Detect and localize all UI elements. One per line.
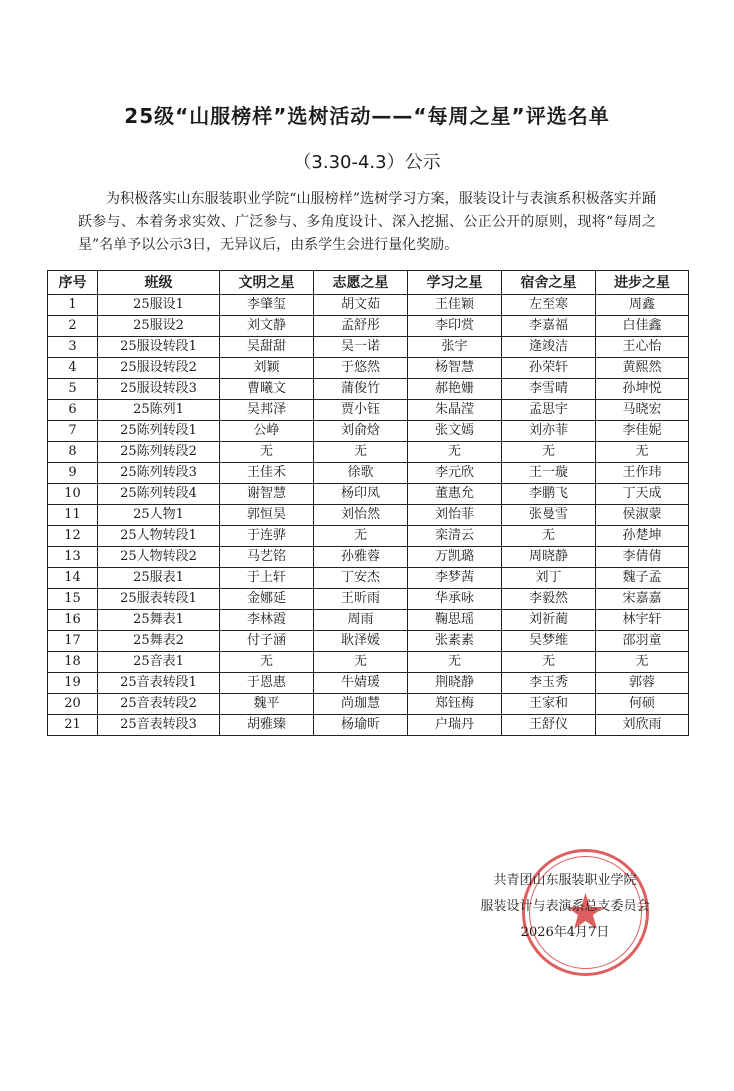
table-cell: 无 <box>596 652 689 673</box>
page-subtitle: （3.30-4.3）公示 <box>293 152 441 173</box>
table-cell: 25陈列转段1 <box>98 421 220 442</box>
table-cell: 丁安杰 <box>314 568 408 589</box>
table-cell: 无 <box>502 652 596 673</box>
table-cell: 25人物1 <box>98 505 220 526</box>
table-cell: 张曼雪 <box>502 505 596 526</box>
table-cell: 逄竣洁 <box>502 337 596 358</box>
sign-date: 2026年4月7日 <box>520 925 610 940</box>
table-cell: 华承咏 <box>408 589 502 610</box>
table-cell: 2 <box>48 316 98 337</box>
table-cell: 蒲俊竹 <box>314 379 408 400</box>
table-row <box>48 694 689 715</box>
table-cell: 吴梦维 <box>502 631 596 652</box>
table-cell: 王佳禾 <box>220 463 314 484</box>
table-cell: 王一璇 <box>502 463 596 484</box>
table-cell: 宋嘉嘉 <box>596 589 689 610</box>
table-cell: 张素素 <box>408 631 502 652</box>
table-cell: 17 <box>48 631 98 652</box>
table-cell: 周鑫 <box>596 295 689 316</box>
table-cell: 黄熙然 <box>596 358 689 379</box>
table-cell: 25服设转段2 <box>98 358 220 379</box>
table-cell: 李佳妮 <box>596 421 689 442</box>
table-cell: 李肇玺 <box>220 295 314 316</box>
table-cell: 牛婧瑗 <box>314 673 408 694</box>
table-cell: 孙楚坤 <box>596 526 689 547</box>
table-cell: 李雪晴 <box>502 379 596 400</box>
table-cell: 周晓静 <box>502 547 596 568</box>
table-cell: 郑钰梅 <box>408 694 502 715</box>
table-cell: 栾清云 <box>408 526 502 547</box>
table-cell: 马艺铭 <box>220 547 314 568</box>
table-cell: 户瑞丹 <box>408 715 502 736</box>
table-cell: 曹曦文 <box>220 379 314 400</box>
table-row <box>48 526 689 547</box>
table-cell: 刘欣雨 <box>596 715 689 736</box>
table-cell: 于悠然 <box>314 358 408 379</box>
table-header-cell: 宿舍之星 <box>502 271 596 295</box>
org-line-1: 共青团山东服装职业学院 <box>493 873 637 888</box>
page-title: 25级“山服榜样”选树活动——“每周之星”评选名单 <box>124 104 610 128</box>
table-cell: 万凯璐 <box>408 547 502 568</box>
table-cell: 11 <box>48 505 98 526</box>
table-cell: 4 <box>48 358 98 379</box>
table-row <box>48 463 689 484</box>
table-cell: 于恩惠 <box>220 673 314 694</box>
table-cell: 付子涵 <box>220 631 314 652</box>
table-cell: 张文嫣 <box>408 421 502 442</box>
table-row <box>48 589 689 610</box>
table-row <box>48 568 689 589</box>
stars-table <box>47 270 689 736</box>
table-cell: 25服表转段1 <box>98 589 220 610</box>
table-cell: 25陈列转段2 <box>98 442 220 463</box>
table-row <box>48 652 689 673</box>
table-cell: 25音表1 <box>98 652 220 673</box>
table-cell: 25服设转段3 <box>98 379 220 400</box>
table-cell: 刘文静 <box>220 316 314 337</box>
table-cell: 21 <box>48 715 98 736</box>
table-cell: 刘俞焓 <box>314 421 408 442</box>
table-cell: 于上轩 <box>220 568 314 589</box>
table-cell: 无 <box>502 442 596 463</box>
table-cell: 18 <box>48 652 98 673</box>
table-cell: 10 <box>48 484 98 505</box>
table-cell: 无 <box>220 442 314 463</box>
table-body <box>48 295 689 736</box>
table-cell: 胡雅臻 <box>220 715 314 736</box>
table-cell: 7 <box>48 421 98 442</box>
table-row <box>48 295 689 316</box>
table-row <box>48 316 689 337</box>
table-cell: 无 <box>314 526 408 547</box>
table-cell: 刘怡然 <box>314 505 408 526</box>
table-cell: 刘亦菲 <box>502 421 596 442</box>
table-cell: 孟思宇 <box>502 400 596 421</box>
table-cell: 13 <box>48 547 98 568</box>
table-cell: 李嘉福 <box>502 316 596 337</box>
table-cell: 于连骅 <box>220 526 314 547</box>
table-cell: 杨瑜昕 <box>314 715 408 736</box>
table-cell: 15 <box>48 589 98 610</box>
table-cell: 25舞表1 <box>98 610 220 631</box>
table-cell: 1 <box>48 295 98 316</box>
table-cell: 无 <box>314 652 408 673</box>
table-cell: 25陈列转段3 <box>98 463 220 484</box>
table-cell: 谢智慧 <box>220 484 314 505</box>
table-cell: 左至寒 <box>502 295 596 316</box>
table-cell: 25舞表2 <box>98 631 220 652</box>
table-cell: 王家和 <box>502 694 596 715</box>
table-row <box>48 400 689 421</box>
table-row <box>48 379 689 400</box>
org-line-2: 服装设计与表演系总支委员会 <box>480 899 650 914</box>
table-row <box>48 505 689 526</box>
table-cell: 杨印凤 <box>314 484 408 505</box>
table-cell: 徐歌 <box>314 463 408 484</box>
signature-block <box>440 868 690 946</box>
table-cell: 25服设1 <box>98 295 220 316</box>
table-row <box>48 715 689 736</box>
table-header-row <box>48 271 689 295</box>
table-row <box>48 610 689 631</box>
table-cell: 吴邦泽 <box>220 400 314 421</box>
table-cell: 刘祈蔺 <box>502 610 596 631</box>
table-cell: 金娜延 <box>220 589 314 610</box>
table-cell: 25音表转段3 <box>98 715 220 736</box>
table-cell: 无 <box>314 442 408 463</box>
table-cell: 李印赏 <box>408 316 502 337</box>
table-row <box>48 484 689 505</box>
table-cell: 5 <box>48 379 98 400</box>
table-cell: 25音表转段2 <box>98 694 220 715</box>
table-cell: 郭蓉 <box>596 673 689 694</box>
table-cell: 林宇轩 <box>596 610 689 631</box>
table-cell: 公峥 <box>220 421 314 442</box>
table-header-cell: 班级 <box>98 271 220 295</box>
table-cell: 20 <box>48 694 98 715</box>
table-cell: 郝艳姗 <box>408 379 502 400</box>
table-cell: 孙荣轩 <box>502 358 596 379</box>
table-header-cell: 志愿之星 <box>314 271 408 295</box>
table-cell: 无 <box>408 652 502 673</box>
table-cell: 白佳鑫 <box>596 316 689 337</box>
table-cell: 吴甜甜 <box>220 337 314 358</box>
table-cell: 李梦茜 <box>408 568 502 589</box>
table-cell: 邵羽童 <box>596 631 689 652</box>
table-row <box>48 442 689 463</box>
table-cell: 李鹏飞 <box>502 484 596 505</box>
table-cell: 李林霞 <box>220 610 314 631</box>
table-cell: 14 <box>48 568 98 589</box>
table-cell: 孙坤悦 <box>596 379 689 400</box>
table-cell: 魏子孟 <box>596 568 689 589</box>
table-cell: 李玉秀 <box>502 673 596 694</box>
table-cell: 丁天成 <box>596 484 689 505</box>
table-cell: 胡文茹 <box>314 295 408 316</box>
table-cell: 25人物转段2 <box>98 547 220 568</box>
table-row <box>48 358 689 379</box>
table-row <box>48 673 689 694</box>
table-header-cell: 序号 <box>48 271 98 295</box>
table-cell: 李倩倩 <box>596 547 689 568</box>
table-cell: 25音表转段1 <box>98 673 220 694</box>
table-cell: 李元欣 <box>408 463 502 484</box>
table-cell: 马晓宏 <box>596 400 689 421</box>
table-cell: 刘怡菲 <box>408 505 502 526</box>
table-cell: 耿泽媛 <box>314 631 408 652</box>
table-cell: 25陈列转段4 <box>98 484 220 505</box>
table-cell: 王昕雨 <box>314 589 408 610</box>
table-cell: 9 <box>48 463 98 484</box>
table-cell: 荆晓静 <box>408 673 502 694</box>
table-cell: 孙雅蓉 <box>314 547 408 568</box>
table-cell: 无 <box>220 652 314 673</box>
table-row <box>48 547 689 568</box>
table-cell: 郭恒昊 <box>220 505 314 526</box>
table-cell: 王舒仪 <box>502 715 596 736</box>
table-cell: 魏平 <box>220 694 314 715</box>
table-cell: 刘丁 <box>502 568 596 589</box>
table-cell: 朱晶滢 <box>408 400 502 421</box>
table-cell: 尚珈慧 <box>314 694 408 715</box>
table-cell: 刘颖 <box>220 358 314 379</box>
table-row <box>48 421 689 442</box>
table-cell: 王心怡 <box>596 337 689 358</box>
table-cell: 何硕 <box>596 694 689 715</box>
table-cell: 6 <box>48 400 98 421</box>
table-cell: 杨智慧 <box>408 358 502 379</box>
table-row <box>48 631 689 652</box>
table-cell: 25服设2 <box>98 316 220 337</box>
table-cell: 王作玮 <box>596 463 689 484</box>
table-cell: 孟舒彤 <box>314 316 408 337</box>
table-row <box>48 337 689 358</box>
table-cell: 3 <box>48 337 98 358</box>
table-cell: 张宇 <box>408 337 502 358</box>
table-cell: 周雨 <box>314 610 408 631</box>
table-cell: 鞠思瑶 <box>408 610 502 631</box>
table-header-cell: 进步之星 <box>596 271 689 295</box>
table-cell: 8 <box>48 442 98 463</box>
table-cell: 董惠允 <box>408 484 502 505</box>
table-cell: 19 <box>48 673 98 694</box>
table-cell: 贾小钰 <box>314 400 408 421</box>
table-cell: 李毅然 <box>502 589 596 610</box>
table-cell: 25人物转段1 <box>98 526 220 547</box>
intro-paragraph: 为积极落实山东服装职业学院“山服榜样”选树学习方案，服装设计与表演系积极落实并踊跃参与、本着务求实效、广泛参与、多角度设计、深入挖掘、公正公开的原则，现将“每周之星”名单予以公示3日，无异议后，由系学生会进行量化奖励。 <box>78 191 656 253</box>
table-cell: 25陈列1 <box>98 400 220 421</box>
table-cell: 王佳颖 <box>408 295 502 316</box>
table-cell: 25服表1 <box>98 568 220 589</box>
table-cell: 12 <box>48 526 98 547</box>
table-header-cell: 文明之星 <box>220 271 314 295</box>
table-cell: 无 <box>408 442 502 463</box>
table-header-cell: 学习之星 <box>408 271 502 295</box>
table-cell: 侯淑蒙 <box>596 505 689 526</box>
table-cell: 25服设转段1 <box>98 337 220 358</box>
table-cell: 无 <box>596 442 689 463</box>
table-cell: 16 <box>48 610 98 631</box>
table-cell: 无 <box>502 526 596 547</box>
table-cell: 吴一诺 <box>314 337 408 358</box>
